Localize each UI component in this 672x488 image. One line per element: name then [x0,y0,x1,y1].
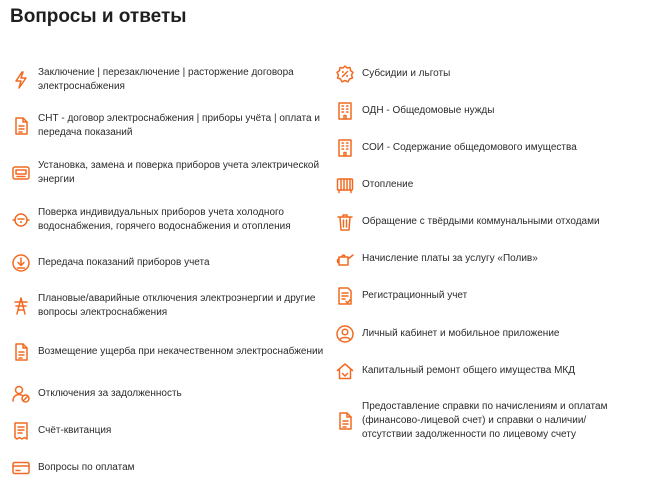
radiator-icon [334,174,356,196]
faq-item-outages[interactable] [10,290,328,322]
faq-item-label: Регистрационный учет [362,290,468,301]
document-icon [10,341,32,363]
faq-item-label: СНТ - договор электроснабжения | приборы учёта | оплата и передача показаний [38,113,320,138]
faq-item-account[interactable] [334,325,612,343]
faq-item-receipt[interactable] [10,422,328,440]
faq-item-label: Установка, замена и поверка приборов учета электрической энергии [38,160,320,185]
faq-item-label: Заключение | перезаключение | расторжение договора электроснабжения [38,67,294,92]
user-circle-icon [334,323,356,345]
receipt-icon [10,420,32,442]
trash-icon [334,211,356,233]
faq-item-label: Предоставление справки по начислениям и оплатам (финансово-лицевой счет) и справки о наличии/отсутствии задолженности по лицевому счету [362,401,608,440]
faq-item-watering[interactable] [334,250,612,268]
faq-item-label: ОДН - Общедомовые нужды [362,105,495,116]
meter-icon [10,162,32,184]
faq-item-subsidies[interactable] [334,65,612,83]
faq-item-label: СОИ - Содержание общедомового имущества [362,142,577,153]
building-icon [334,100,356,122]
faq-item-registration[interactable] [334,287,612,305]
page-title: Вопросы и ответы [10,6,187,27]
faq-item-label: Вопросы по оплатам [38,462,135,473]
building-icon [334,137,356,159]
faq-item-label: Отопление [362,179,414,190]
register-icon [334,285,356,307]
faq-item-damage[interactable] [10,336,328,368]
faq-item-heating[interactable] [334,176,612,194]
faq-item-label: Счёт-квитанция [38,425,112,436]
power-tower-icon [10,295,32,317]
water-meter-icon [10,209,32,231]
faq-item-label: Отключения за задолженность [38,388,182,399]
faq-item-label: Передача показаний приборов учета [38,257,210,268]
watering-icon [334,248,356,270]
faq-item-label: Плановые/аварийные отключения электроэнергии и другие вопросы электроснабжения [38,293,316,318]
faq-item-odn[interactable] [334,102,612,120]
faq-item-readings[interactable] [10,254,328,272]
card-icon [10,457,32,479]
faq-item-contract[interactable] [10,64,328,96]
faq-item-snt[interactable] [10,110,328,142]
faq-item-label: Возмещение ущерба при некачественном электроснабжении [38,346,324,357]
faq-item-label: Начисление платы за услугу «Полив» [362,253,538,264]
document-icon [10,115,32,137]
discount-icon [334,63,356,85]
faq-item-label: Капитальный ремонт общего имущества МКД [362,365,576,376]
document-icon [334,410,356,432]
faq-item-label: Поверка индивидуальных приборов учета холодного водоснабжения, горячего водоснабжения и отопления [38,207,291,232]
faq-item-certificate[interactable] [334,399,612,443]
faq-item-repair[interactable] [334,362,612,380]
faq-item-waste[interactable] [334,213,612,231]
faq-item-payments[interactable] [10,459,328,477]
house-icon [334,360,356,382]
lightning-icon [10,69,32,91]
faq-item-label: Субсидии и льготы [362,68,451,79]
user-off-icon [10,383,32,405]
download-circle-icon [10,252,32,274]
faq-item-meter-install[interactable] [10,157,328,189]
faq-item-label: Обращение с твёрдыми коммунальными отходами [362,216,600,227]
faq-item-soi[interactable] [334,139,612,157]
faq-item-label: Личный кабинет и мобильное приложение [362,328,560,339]
faq-item-debt-off[interactable] [10,385,328,403]
faq-item-water-meter[interactable] [10,204,328,236]
